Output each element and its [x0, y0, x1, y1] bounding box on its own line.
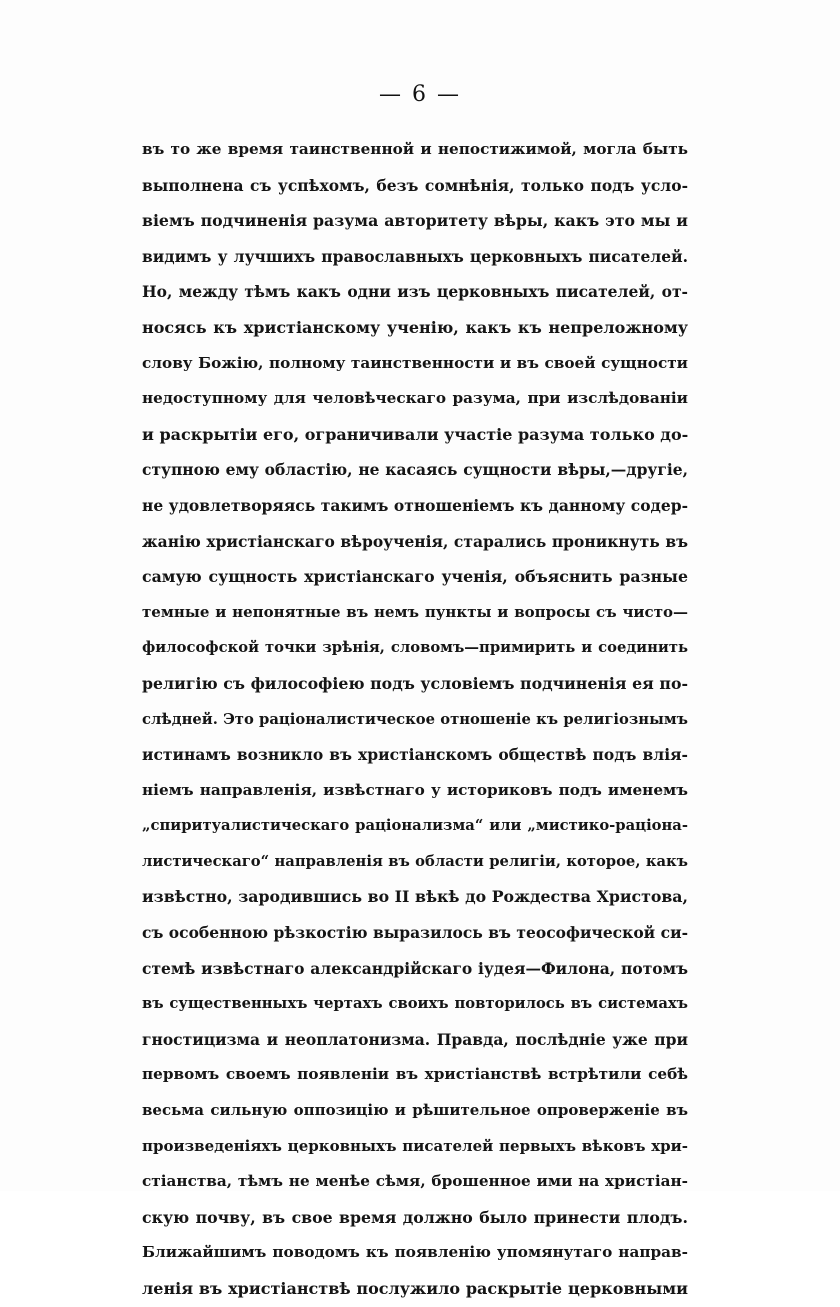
page-number: — 6 — — [379, 82, 461, 107]
text-line: скую почву, въ свое время должно было принести плодъ. — [142, 1207, 688, 1227]
text-line: истинамъ возникло въ христіанскомъ обществѣ подъ влія- — [142, 745, 688, 765]
text-line: гностицизма и неоплатонизма. Правда, послѣдніе уже при — [142, 1029, 688, 1049]
text-line: ленія въ христіанствѣ послужило раскрытіе церковными — [142, 1279, 688, 1298]
text-line: темные и непонятные въ немъ пункты и вопросы съ чисто— — [142, 602, 688, 621]
body-text — [142, 132, 688, 1307]
text-line: „спиритуалистическаго раціонализма“ или „мистико-раціона- — [142, 817, 688, 835]
text-line: въ существенныхъ чертахъ своихъ повторилось въ системахъ — [142, 995, 688, 1013]
text-line: носясь къ христіанскому ученію, какъ къ непреложному — [142, 317, 688, 337]
text-line: ступною ему областію, не касаясь сущности вѣры,—другіе, — [142, 460, 688, 480]
text-line: Но, между тѣмъ какъ одни изъ церковныхъ писателей, от- — [142, 282, 688, 302]
text-line: извѣстно, зародившись во II вѣкѣ до Рождества Христова, — [142, 887, 688, 907]
text-line: видимъ у лучшихъ православныхъ церковныхъ писателей. — [142, 246, 688, 266]
text-line: Ближайшимъ поводомъ къ появленію упомянутаго направ- — [142, 1243, 688, 1262]
text-line: слову Божію, полному таинственности и въ своей сущности — [142, 353, 688, 372]
text-line: самую сущность христіанскаго ученія, объяснить разные — [142, 567, 688, 587]
text-line: ніемъ направленія, извѣстнаго у историковъ подъ именемъ — [142, 780, 688, 799]
text-line: слѣдней. Это раціоналистическое отношеніе къ религіознымъ — [142, 710, 688, 728]
text-line: стемѣ извѣстнаго александрійскаго іудея—Филона, потомъ — [142, 958, 688, 978]
text-line: жанію христіанскаго вѣроученія, старались проникнуть въ — [142, 531, 688, 551]
text-line: выполнена съ успѣхомъ, безъ сомнѣнія, только подъ усло- — [142, 175, 688, 195]
text-line: съ особенною рѣзкостію выразилось въ теософической си- — [142, 923, 688, 943]
text-line: весьма сильную оппозицію и рѣшительное опроверженіе въ — [142, 1101, 688, 1120]
text-line: религію съ философіею подъ условіемъ подчиненія ея по- — [142, 673, 688, 693]
text-line: въ то же время таинственной и непостижимой, могла быть — [142, 140, 688, 158]
text-line: и раскрытіи его, ограничивали участіе разума только до- — [142, 424, 688, 444]
text-line: стіанства, тѣмъ не менѣе сѣмя, брошенное ими на христіан- — [142, 1172, 688, 1191]
text-line: листическаго“ направленія въ области религіи, которое, какъ — [142, 852, 688, 870]
text-line: произведеніяхъ церковныхъ писателей первыхъ вѣковъ хри- — [142, 1136, 688, 1155]
text-line: віемъ подчиненія разума авторитету вѣры, какъ это мы и — [142, 211, 688, 231]
text-line: недоступному для человѣческаго разума, при изслѣдованіи — [142, 389, 688, 408]
text-line: не удовлетворяясь такимъ отношеніемъ къ данному содер- — [142, 495, 688, 515]
text-line: первомъ своемъ появленіи въ христіанствѣ встрѣтили себѣ — [142, 1065, 688, 1084]
text-line: философской точки зрѣнія, словомъ—примирить и соединить — [142, 639, 688, 657]
